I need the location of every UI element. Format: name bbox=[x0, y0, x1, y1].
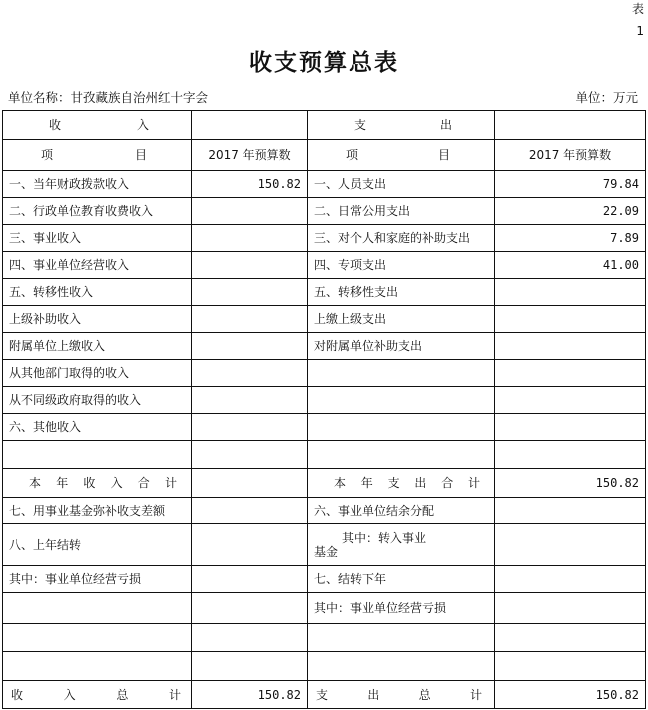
table-row bbox=[3, 498, 646, 524]
year-income-total-value bbox=[192, 469, 308, 498]
income-item: 一、当年财政拨款收入 bbox=[3, 171, 192, 198]
income-value bbox=[192, 306, 308, 333]
expense-item: 三、对个人和家庭的补助支出 bbox=[308, 225, 495, 252]
income-item: 八、上年结转 bbox=[3, 524, 192, 566]
currency-unit: 单位：万元 bbox=[575, 90, 638, 105]
table-row bbox=[3, 225, 646, 252]
table-row bbox=[3, 333, 646, 360]
header-budget-income: 2017 年预算数 bbox=[192, 140, 308, 171]
income-value bbox=[192, 225, 308, 252]
expense-item: 上缴上级支出 bbox=[308, 306, 495, 333]
income-item: 四、事业单位经营收入 bbox=[3, 252, 192, 279]
expense-value bbox=[495, 360, 646, 387]
expense-item: 二、日常公用支出 bbox=[308, 198, 495, 225]
expense-item: 对附属单位补助支出 bbox=[308, 333, 495, 360]
expense-value: 41.00 bbox=[495, 252, 646, 279]
table-row bbox=[3, 252, 646, 279]
expense-value bbox=[495, 333, 646, 360]
year-total-row bbox=[3, 469, 646, 498]
table-row bbox=[3, 387, 646, 414]
table-row bbox=[3, 279, 646, 306]
table-row bbox=[3, 171, 646, 198]
year-expense-total-label: 本 年 支 出 合 计 bbox=[308, 469, 495, 498]
table-row bbox=[3, 593, 646, 624]
expense-value: 22.09 bbox=[495, 198, 646, 225]
income-item: 六、其他收入 bbox=[3, 414, 192, 441]
header-row-columns bbox=[3, 140, 646, 171]
income-item: 三、事业收入 bbox=[3, 225, 192, 252]
income-value bbox=[192, 252, 308, 279]
income-value bbox=[192, 333, 308, 360]
expense-item: 四、专项支出 bbox=[308, 252, 495, 279]
income-item: 七、用事业基金弥补收支差额 bbox=[3, 498, 192, 524]
income-value: 150.82 bbox=[192, 171, 308, 198]
income-value bbox=[192, 387, 308, 414]
expense-item: 六、事业单位结余分配 bbox=[308, 498, 495, 524]
table-row bbox=[3, 524, 646, 566]
grand-income-value: 150.82 bbox=[192, 681, 308, 709]
page-title: 收支预算总表 bbox=[249, 50, 399, 76]
empty-row bbox=[3, 624, 646, 652]
table-row bbox=[3, 360, 646, 387]
grand-expense-value: 150.82 bbox=[495, 681, 646, 709]
expense-item: 其中：转入事业 基金 bbox=[308, 524, 495, 566]
expense-value: 7.89 bbox=[495, 225, 646, 252]
header-item-income: 项 目 bbox=[3, 140, 192, 171]
expense-value bbox=[495, 414, 646, 441]
header-row-category bbox=[3, 111, 646, 140]
table-row bbox=[3, 566, 646, 593]
expense-item: 七、结转下年 bbox=[308, 566, 495, 593]
income-item: 上级补助收入 bbox=[3, 306, 192, 333]
table-row bbox=[3, 414, 646, 441]
header-expense: 支 出 bbox=[308, 111, 495, 140]
table-number-label: 表 bbox=[631, 2, 644, 16]
income-value bbox=[192, 279, 308, 306]
expense-item: 一、人员支出 bbox=[308, 171, 495, 198]
grand-expense-label: 支 出 总 计 bbox=[308, 681, 495, 709]
expense-item bbox=[308, 414, 495, 441]
income-value bbox=[192, 360, 308, 387]
income-item: 其中：事业单位经营亏损 bbox=[3, 566, 192, 593]
income-item: 五、转移性收入 bbox=[3, 279, 192, 306]
expense-item bbox=[308, 360, 495, 387]
year-expense-total-value: 150.82 bbox=[495, 469, 646, 498]
expense-item: 五、转移性支出 bbox=[308, 279, 495, 306]
income-item: 从其他部门取得的收入 bbox=[3, 360, 192, 387]
budget-table bbox=[2, 110, 646, 709]
expense-value bbox=[495, 387, 646, 414]
header-expense-blank bbox=[495, 111, 646, 140]
year-income-total-label: 本 年 收 入 合 计 bbox=[3, 469, 192, 498]
expense-item: 其中：事业单位经营亏损 bbox=[308, 593, 495, 624]
grand-income-label: 收 入 总 计 bbox=[3, 681, 192, 709]
expense-value: 79.84 bbox=[495, 171, 646, 198]
header-budget-expense: 2017 年预算数 bbox=[495, 140, 646, 171]
income-item: 二、行政单位教育收费收入 bbox=[3, 198, 192, 225]
expense-value bbox=[495, 306, 646, 333]
header-income-blank bbox=[192, 111, 308, 140]
income-value bbox=[192, 198, 308, 225]
income-item: 附属单位上缴收入 bbox=[3, 333, 192, 360]
table-row bbox=[3, 306, 646, 333]
table-number: 1 bbox=[636, 24, 644, 38]
income-item: 从不同级政府取得的收入 bbox=[3, 387, 192, 414]
income-value bbox=[192, 414, 308, 441]
empty-row bbox=[3, 652, 646, 681]
empty-row bbox=[3, 441, 646, 469]
header-item-expense: 项 目 bbox=[308, 140, 495, 171]
table-row bbox=[3, 198, 646, 225]
grand-total-row bbox=[3, 681, 646, 709]
expense-item bbox=[308, 387, 495, 414]
header-income: 收 入 bbox=[3, 111, 192, 140]
expense-value bbox=[495, 279, 646, 306]
unit-name: 单位名称：甘孜藏族自治州红十字会 bbox=[8, 90, 209, 105]
